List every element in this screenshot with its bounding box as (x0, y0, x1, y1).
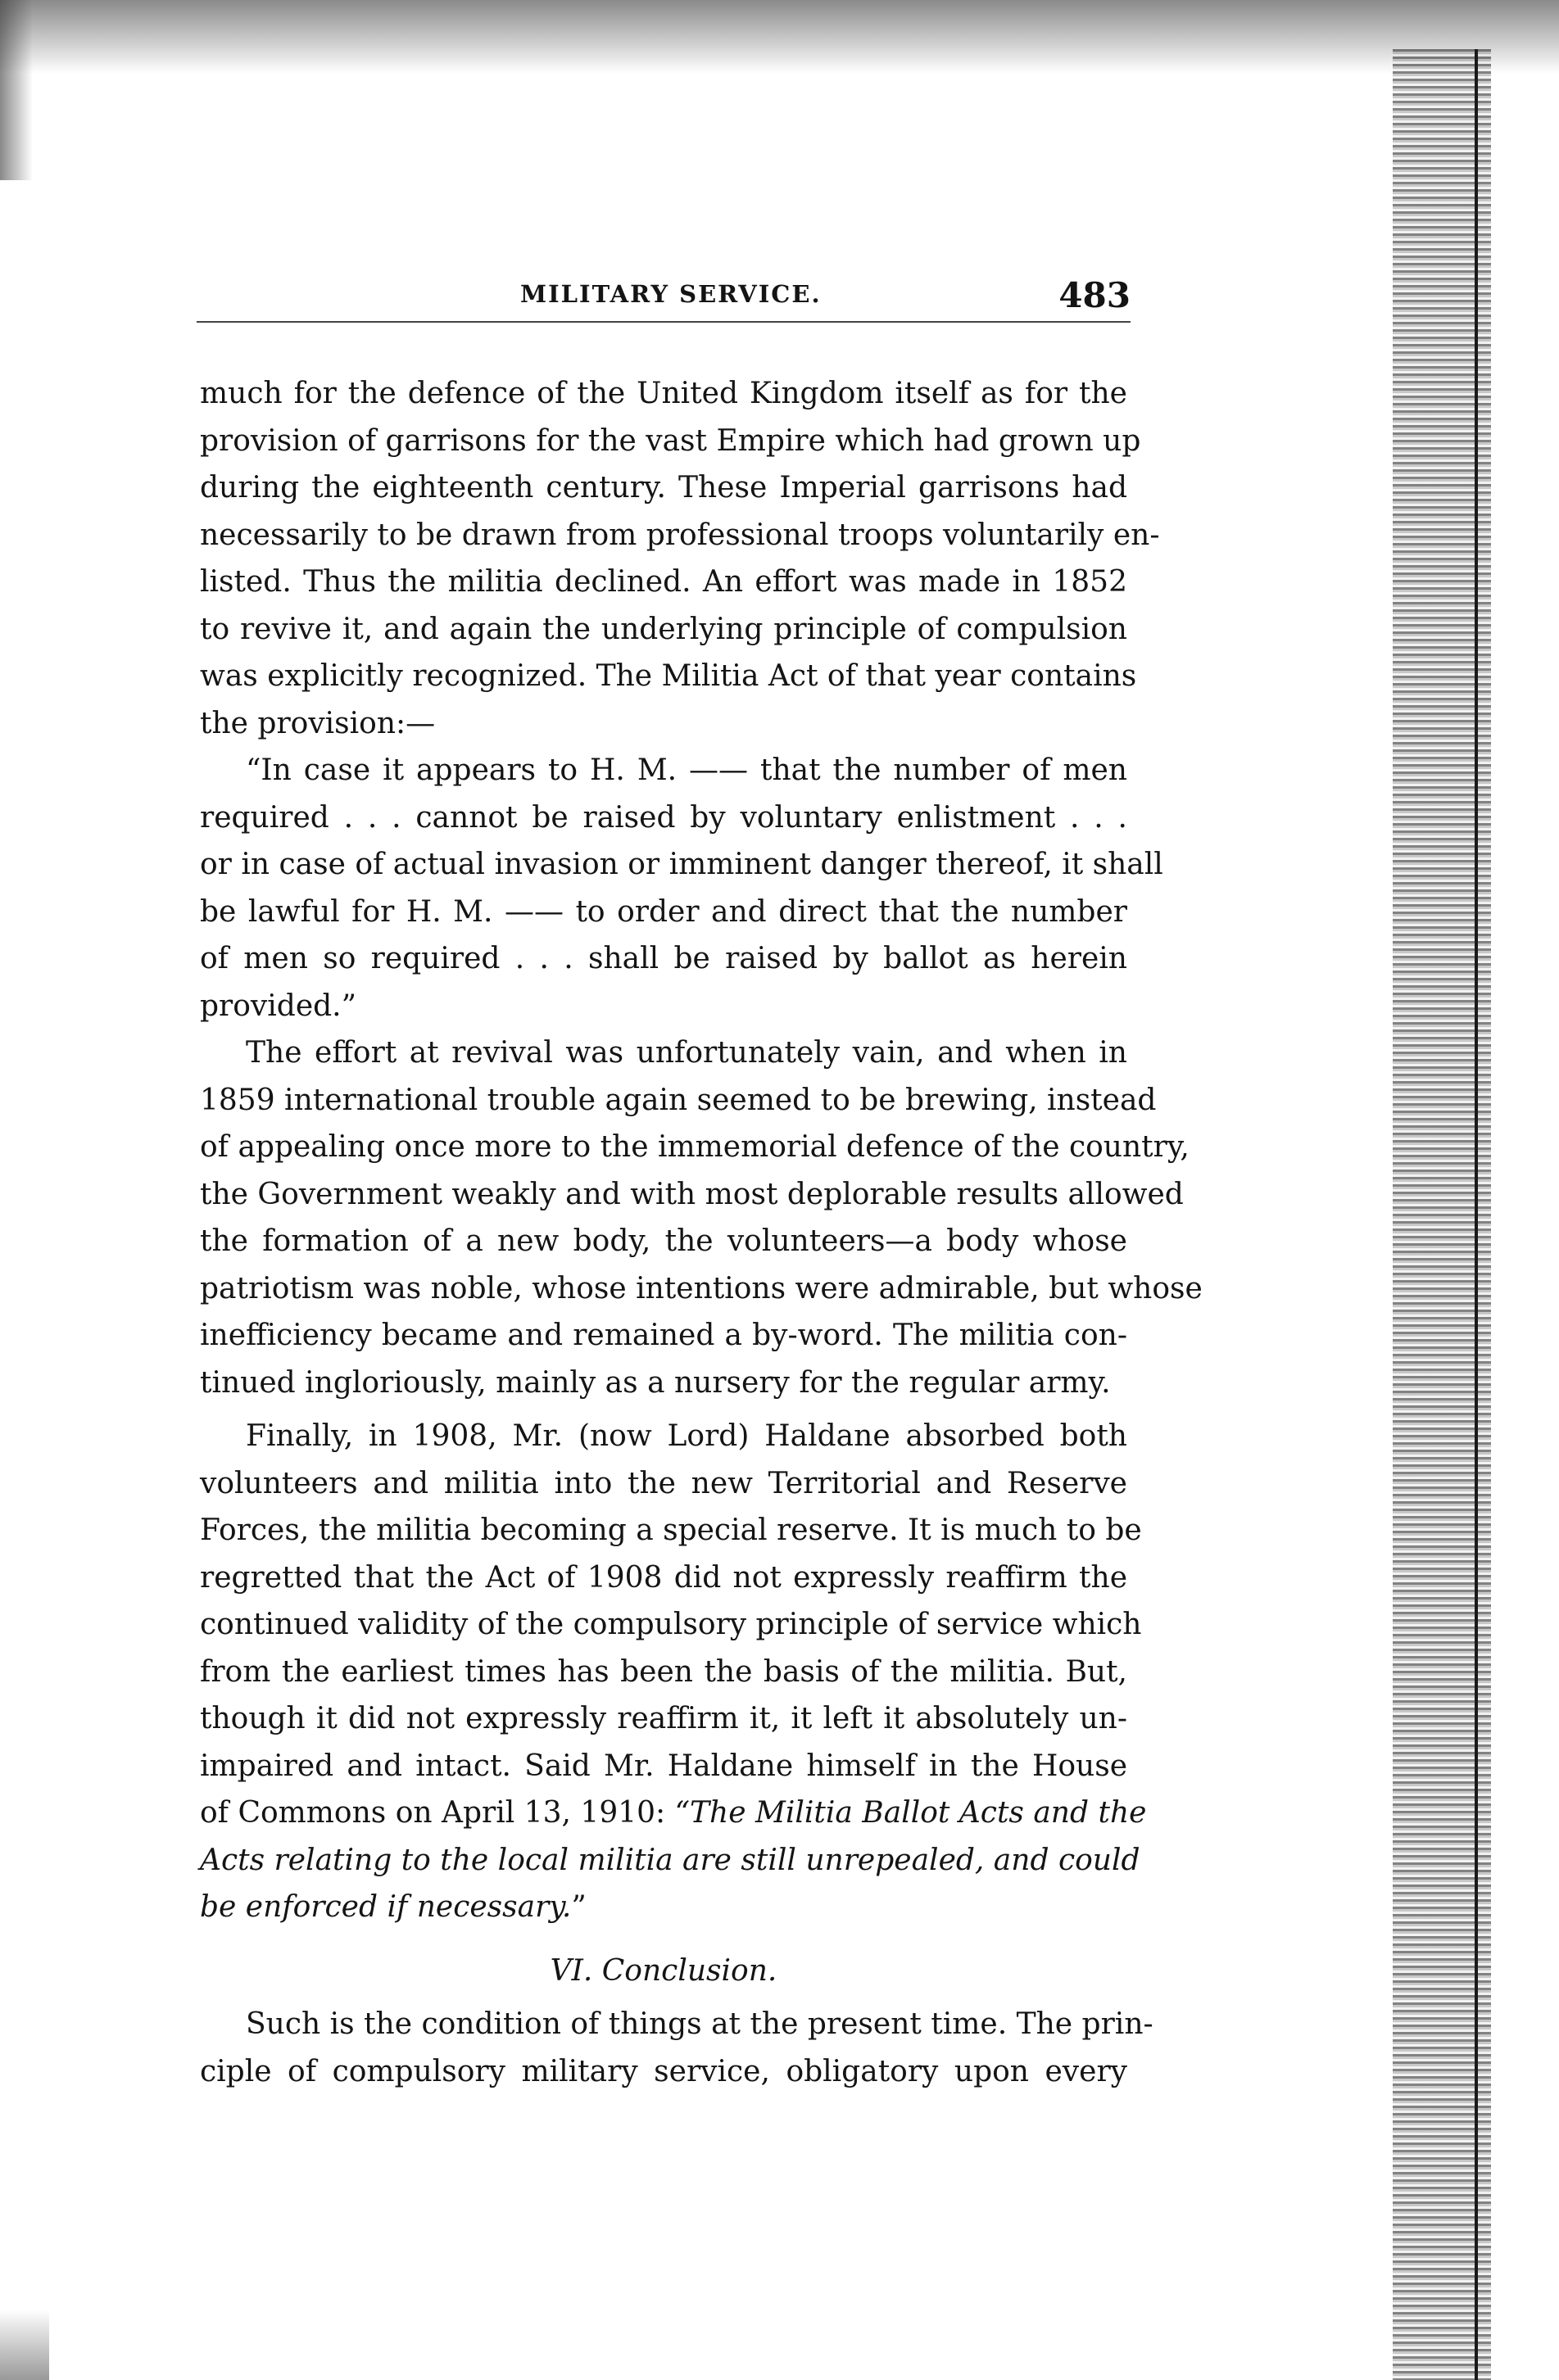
header-rule (197, 321, 1131, 323)
text-line: was explicitly recognized. The Militia Act of that year contains (200, 659, 1137, 693)
text-line: inefficiency became and remained a by-word. The militia con- (200, 1319, 1127, 1352)
text-line: Finally, in 1908, Mr. (now Lord) Haldane absorbed both (246, 1419, 1127, 1453)
scan-top-edge (0, 0, 1559, 74)
scan-binding-line (1475, 49, 1478, 2380)
text-line: of men so required . . . shall be raised by ballot as herein (200, 942, 1127, 975)
text-line (200, 1884, 1127, 1931)
text-line: from the earliest times has been the basis of the militia. But, (200, 1654, 1127, 1689)
text-line: the Government weakly and with most deplorable results allowed (200, 1177, 1184, 1211)
text-line (200, 1790, 1147, 1837)
paragraph-1 (200, 370, 1160, 747)
scan-left-edge (0, 0, 33, 180)
text-line: required . . . cannot be raised by voluntary enlistment . . . (200, 800, 1127, 835)
text-line: of appealing once more to the immemorial defence of the country, (200, 1130, 1190, 1164)
text-line: necessarily to be drawn from professional troops voluntarily en- (200, 518, 1160, 552)
text-line: volunteers and militia into the new Territorial and Reserve (200, 1466, 1127, 1500)
text-line: tinued ingloriously, mainly as a nursery for the regular army. (200, 1365, 1111, 1400)
section-heading: VI. Conclusion. (550, 1953, 777, 1988)
text-line: Such is the condition of things at the present time. The prin- (246, 2007, 1153, 2041)
text-line: ciple of compulsory military service, obligatory upon every (200, 2054, 1127, 2088)
text-line: during the eighteenth century. These Imperial garrisons had (200, 471, 1127, 505)
text-line: Acts relating to the local militia are still unrepealed, and could (200, 1843, 1140, 1877)
paragraph-3 (200, 1413, 1147, 1931)
text-line: patriotism was noble, whose intentions were admirable, but whose (200, 1271, 1203, 1305)
paragraph-4 (200, 2001, 1153, 2095)
text-run: of Commons on April 13, 1910: (200, 1796, 675, 1830)
running-head (197, 275, 1131, 324)
section-heading-block (200, 1948, 1127, 1995)
text-line: listed. Thus the militia declined. An effort was made in 1852 (200, 565, 1127, 599)
running-title: MILITARY SERVICE. (520, 280, 822, 308)
text-line: to revive it, and again the underlying principle of compulsion (200, 612, 1127, 646)
text-line: 1859 international trouble again seemed to be brewing, instead (200, 1083, 1157, 1117)
text-line: much for the defence of the United Kingdom itself as for the (200, 377, 1127, 410)
text-line: “In case it appears to H. M. —— that the number of men (246, 753, 1127, 787)
text-line: or in case of actual invasion or imminent danger thereof, it shall (200, 848, 1163, 881)
text-line: continued validity of the compulsory principle of service which (200, 1608, 1142, 1641)
text-line: the provision:— (200, 706, 436, 740)
paragraph-2 (200, 1029, 1203, 1406)
page-number: 483 (1058, 275, 1131, 315)
text-line: provided.” (200, 989, 357, 1023)
text-line: Forces, the militia becoming a special reserve. It is much to be (200, 1514, 1142, 1547)
text-line: impaired and intact. Said Mr. Haldane himself in the House (200, 1749, 1127, 1783)
quote-italic: be enforced if necessary. (200, 1890, 572, 1924)
text-line: regretted that the Act of 1908 did not expressly reaffirm the (200, 1560, 1127, 1595)
quote-italic: “The Militia Ballot Acts and the (674, 1796, 1147, 1830)
text-line: The effort at revival was unfortunately vain, and when in (246, 1036, 1127, 1070)
page-body (200, 370, 1203, 2095)
text-line: provision of garrisons for the vast Empire which had grown up (200, 423, 1141, 458)
scan-bottom-corner (0, 2310, 49, 2380)
text-line: though it did not expressly reaffirm it, it left it absolutely un- (200, 1702, 1127, 1735)
text-line: the formation of a new body, the volunteers—a body whose (200, 1224, 1127, 1258)
quotation (200, 747, 1163, 1029)
text-run: ” (571, 1890, 587, 1924)
text-line: be lawful for H. M. —— to order and direct that the number (200, 894, 1127, 929)
